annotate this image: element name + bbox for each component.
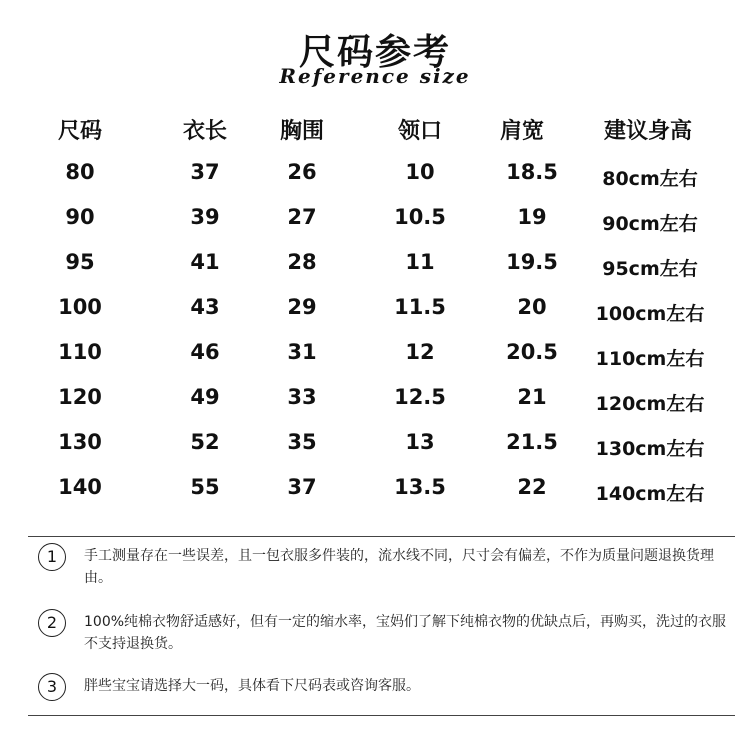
cell-collar: 11 bbox=[405, 250, 435, 274]
cell-chest: 33 bbox=[287, 385, 317, 409]
cell-shoulder: 22 bbox=[517, 475, 547, 499]
header-collar: 领口 bbox=[397, 119, 442, 144]
note-number: 2 bbox=[38, 609, 66, 637]
cell-chest: 27 bbox=[287, 205, 317, 229]
cell-chest: 31 bbox=[287, 340, 317, 364]
header-length: 衣长 bbox=[182, 119, 227, 144]
header-height: 建议身高 bbox=[603, 119, 692, 144]
cell-length: 49 bbox=[190, 385, 220, 409]
cell-size: 80 bbox=[65, 160, 95, 184]
cell-chest: 29 bbox=[287, 295, 317, 319]
cell-chest: 37 bbox=[287, 475, 317, 499]
cell-shoulder: 19.5 bbox=[506, 250, 558, 274]
cell-shoulder: 20.5 bbox=[506, 340, 558, 364]
cell-height: 130cm左右 bbox=[595, 438, 705, 460]
cell-size: 140 bbox=[58, 475, 102, 499]
cell-height: 110cm左右 bbox=[595, 348, 705, 370]
cell-shoulder: 18.5 bbox=[506, 160, 558, 184]
cell-height: 80cm左右 bbox=[602, 168, 698, 190]
header-size: 尺码 bbox=[57, 119, 102, 144]
cell-chest: 26 bbox=[287, 160, 317, 184]
cell-shoulder: 20 bbox=[517, 295, 547, 319]
cell-collar: 12 bbox=[405, 340, 435, 364]
cell-collar: 12.5 bbox=[394, 385, 446, 409]
header-shoulder: 肩宽 bbox=[499, 119, 544, 144]
cell-collar: 13.5 bbox=[394, 475, 446, 499]
cell-collar: 13 bbox=[405, 430, 435, 454]
cell-length: 52 bbox=[190, 430, 220, 454]
note-text: 手工测量存在一些误差，且一包衣服多件装的，流水线不同，尺寸会有偏差，不作为质量问题退换货理由。 bbox=[84, 548, 714, 586]
cell-size: 95 bbox=[65, 250, 95, 274]
page-subtitle: Reference size bbox=[279, 64, 471, 88]
cell-collar: 10.5 bbox=[394, 205, 446, 229]
cell-collar: 11.5 bbox=[394, 295, 446, 319]
cell-size: 90 bbox=[65, 205, 95, 229]
header-chest: 胸围 bbox=[279, 119, 324, 144]
page-title: 尺码参考 bbox=[298, 32, 451, 73]
cell-size: 120 bbox=[58, 385, 102, 409]
note-number: 3 bbox=[38, 673, 66, 701]
cell-length: 41 bbox=[190, 250, 220, 274]
cell-chest: 35 bbox=[287, 430, 317, 454]
cell-height: 140cm左右 bbox=[595, 483, 705, 505]
cell-collar: 10 bbox=[405, 160, 435, 184]
cell-size: 130 bbox=[58, 430, 102, 454]
divider-top bbox=[28, 536, 735, 537]
cell-length: 39 bbox=[190, 205, 220, 229]
cell-shoulder: 19 bbox=[517, 205, 547, 229]
cell-length: 43 bbox=[190, 295, 220, 319]
cell-chest: 28 bbox=[287, 250, 317, 274]
cell-height: 90cm左右 bbox=[602, 213, 698, 235]
cell-height: 100cm左右 bbox=[595, 303, 705, 325]
cell-length: 46 bbox=[190, 340, 220, 364]
note-number: 1 bbox=[38, 543, 66, 571]
divider-bottom bbox=[28, 715, 735, 716]
cell-shoulder: 21.5 bbox=[506, 430, 558, 454]
cell-length: 55 bbox=[190, 475, 220, 499]
cell-size: 100 bbox=[58, 295, 102, 319]
cell-height: 120cm左右 bbox=[595, 393, 705, 415]
note-text: 胖些宝宝请选择大一码，具体看下尺码表或咨询客服。 bbox=[84, 678, 420, 694]
cell-shoulder: 21 bbox=[517, 385, 547, 409]
cell-size: 110 bbox=[58, 340, 102, 364]
cell-length: 37 bbox=[190, 160, 220, 184]
note-text: 100%纯棉衣物舒适感好，但有一定的缩水率，宝妈们了解下纯棉衣物的优缺点后，再购买，洗过的衣服不支持退换货。 bbox=[84, 614, 727, 652]
cell-height: 95cm左右 bbox=[602, 258, 698, 280]
